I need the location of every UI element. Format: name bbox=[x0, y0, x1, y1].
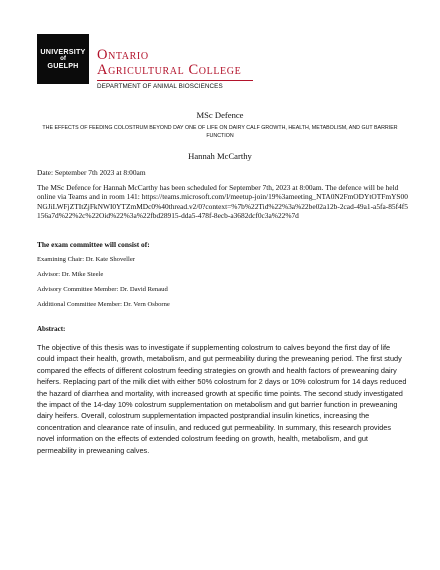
page-title: MSc Defence bbox=[196, 110, 244, 120]
committee-member: Advisor: Dr. Mike Steele bbox=[37, 271, 104, 278]
abstract-text: The objective of this thesis was to investigate if supplementing colostrum to calves beyond the first day of life could impact their health, growth, metabolism, and gut permeability during the preweaning period. The first study compared the effects of different colostrum feeding strategies on growth and health factors of preweaning dairy heifers. Replacing part of the milk diet with either 50% colostrum for 2 days or 10% colostrum for 14 days reduced the hazard of diarrhea and mortality, with increased growth at specific time points. The second study investigated the impact of the 14-day 10% colostrum supplementation on metabolism and gut barrier function in preweaning dairy heifers. Overall, colostrum supplementation impacted postprandial insulin kinetics, increasing the concentration and clearance rate of insulin, and reduced gut permeability. In summary, this research provides novel information on the effects of extended colostrum feeding on growth, health, metabolism, and gut permeability in preweaning calves. bbox=[37, 343, 407, 455]
committee-heading: The exam committee will consist of: bbox=[37, 240, 150, 249]
intro-paragraph bbox=[37, 183, 409, 221]
logo-line-3: GUELPH bbox=[47, 61, 79, 71]
abstract-heading: Abstract: bbox=[37, 325, 66, 333]
committee-member: Examining Chair: Dr. Kate Shoveller bbox=[37, 256, 135, 263]
committee-member: Advisory Committee Member: Dr. David Renaud bbox=[37, 286, 168, 293]
thesis-title: THE EFFECTS OF FEEDING COLOSTRUM BEYOND DAY ONE OF LIFE ON DAIRY CALF GROWTH, HEALTH, METABOLISM, AND GUT BARRIER FUNCTION bbox=[42, 125, 398, 139]
logo-line-2: of bbox=[60, 54, 66, 62]
intro-text: The MSc Defence for Hannah McCarthy has been scheduled for September 7th, 2023 at 8:00am. The defence will be held online via Teams and in room 141: bbox=[37, 183, 399, 202]
teams-meeting-link[interactable]: https://teams.microsoft.com/l/meetup-join/19%3ameeting_NTA0N2FmODYtOTFmYS00NGJiLWFjZTItZjFkNWI0YTZmMDc0%40thread.v2/0?context=%7b%22Tid%22%3a%22be02a12b-2cad-49a1-a5fa-85f4f5156a7d%22%2c%22Oid%22%3a%22fbd28915-dda5-478f-8ecb-a3682dcf0c3a%22%7d bbox=[37, 192, 408, 221]
college-name-line-2: Agricultural College bbox=[97, 62, 242, 78]
college-name bbox=[97, 48, 241, 78]
university-logo bbox=[37, 34, 89, 84]
department-name: DEPARTMENT OF ANIMAL BIOSCIENCES bbox=[97, 83, 223, 90]
author-name: Hannah McCarthy bbox=[188, 151, 252, 161]
defence-date: Date: September 7th 2023 at 8:00am bbox=[37, 168, 146, 177]
header-divider bbox=[97, 80, 253, 81]
committee-member: Additional Committee Member: Dr. Vern Osborne bbox=[37, 301, 170, 308]
college-name-line-1: Ontario bbox=[97, 47, 149, 63]
logo-line-1: UNIVERSITY bbox=[40, 47, 86, 57]
